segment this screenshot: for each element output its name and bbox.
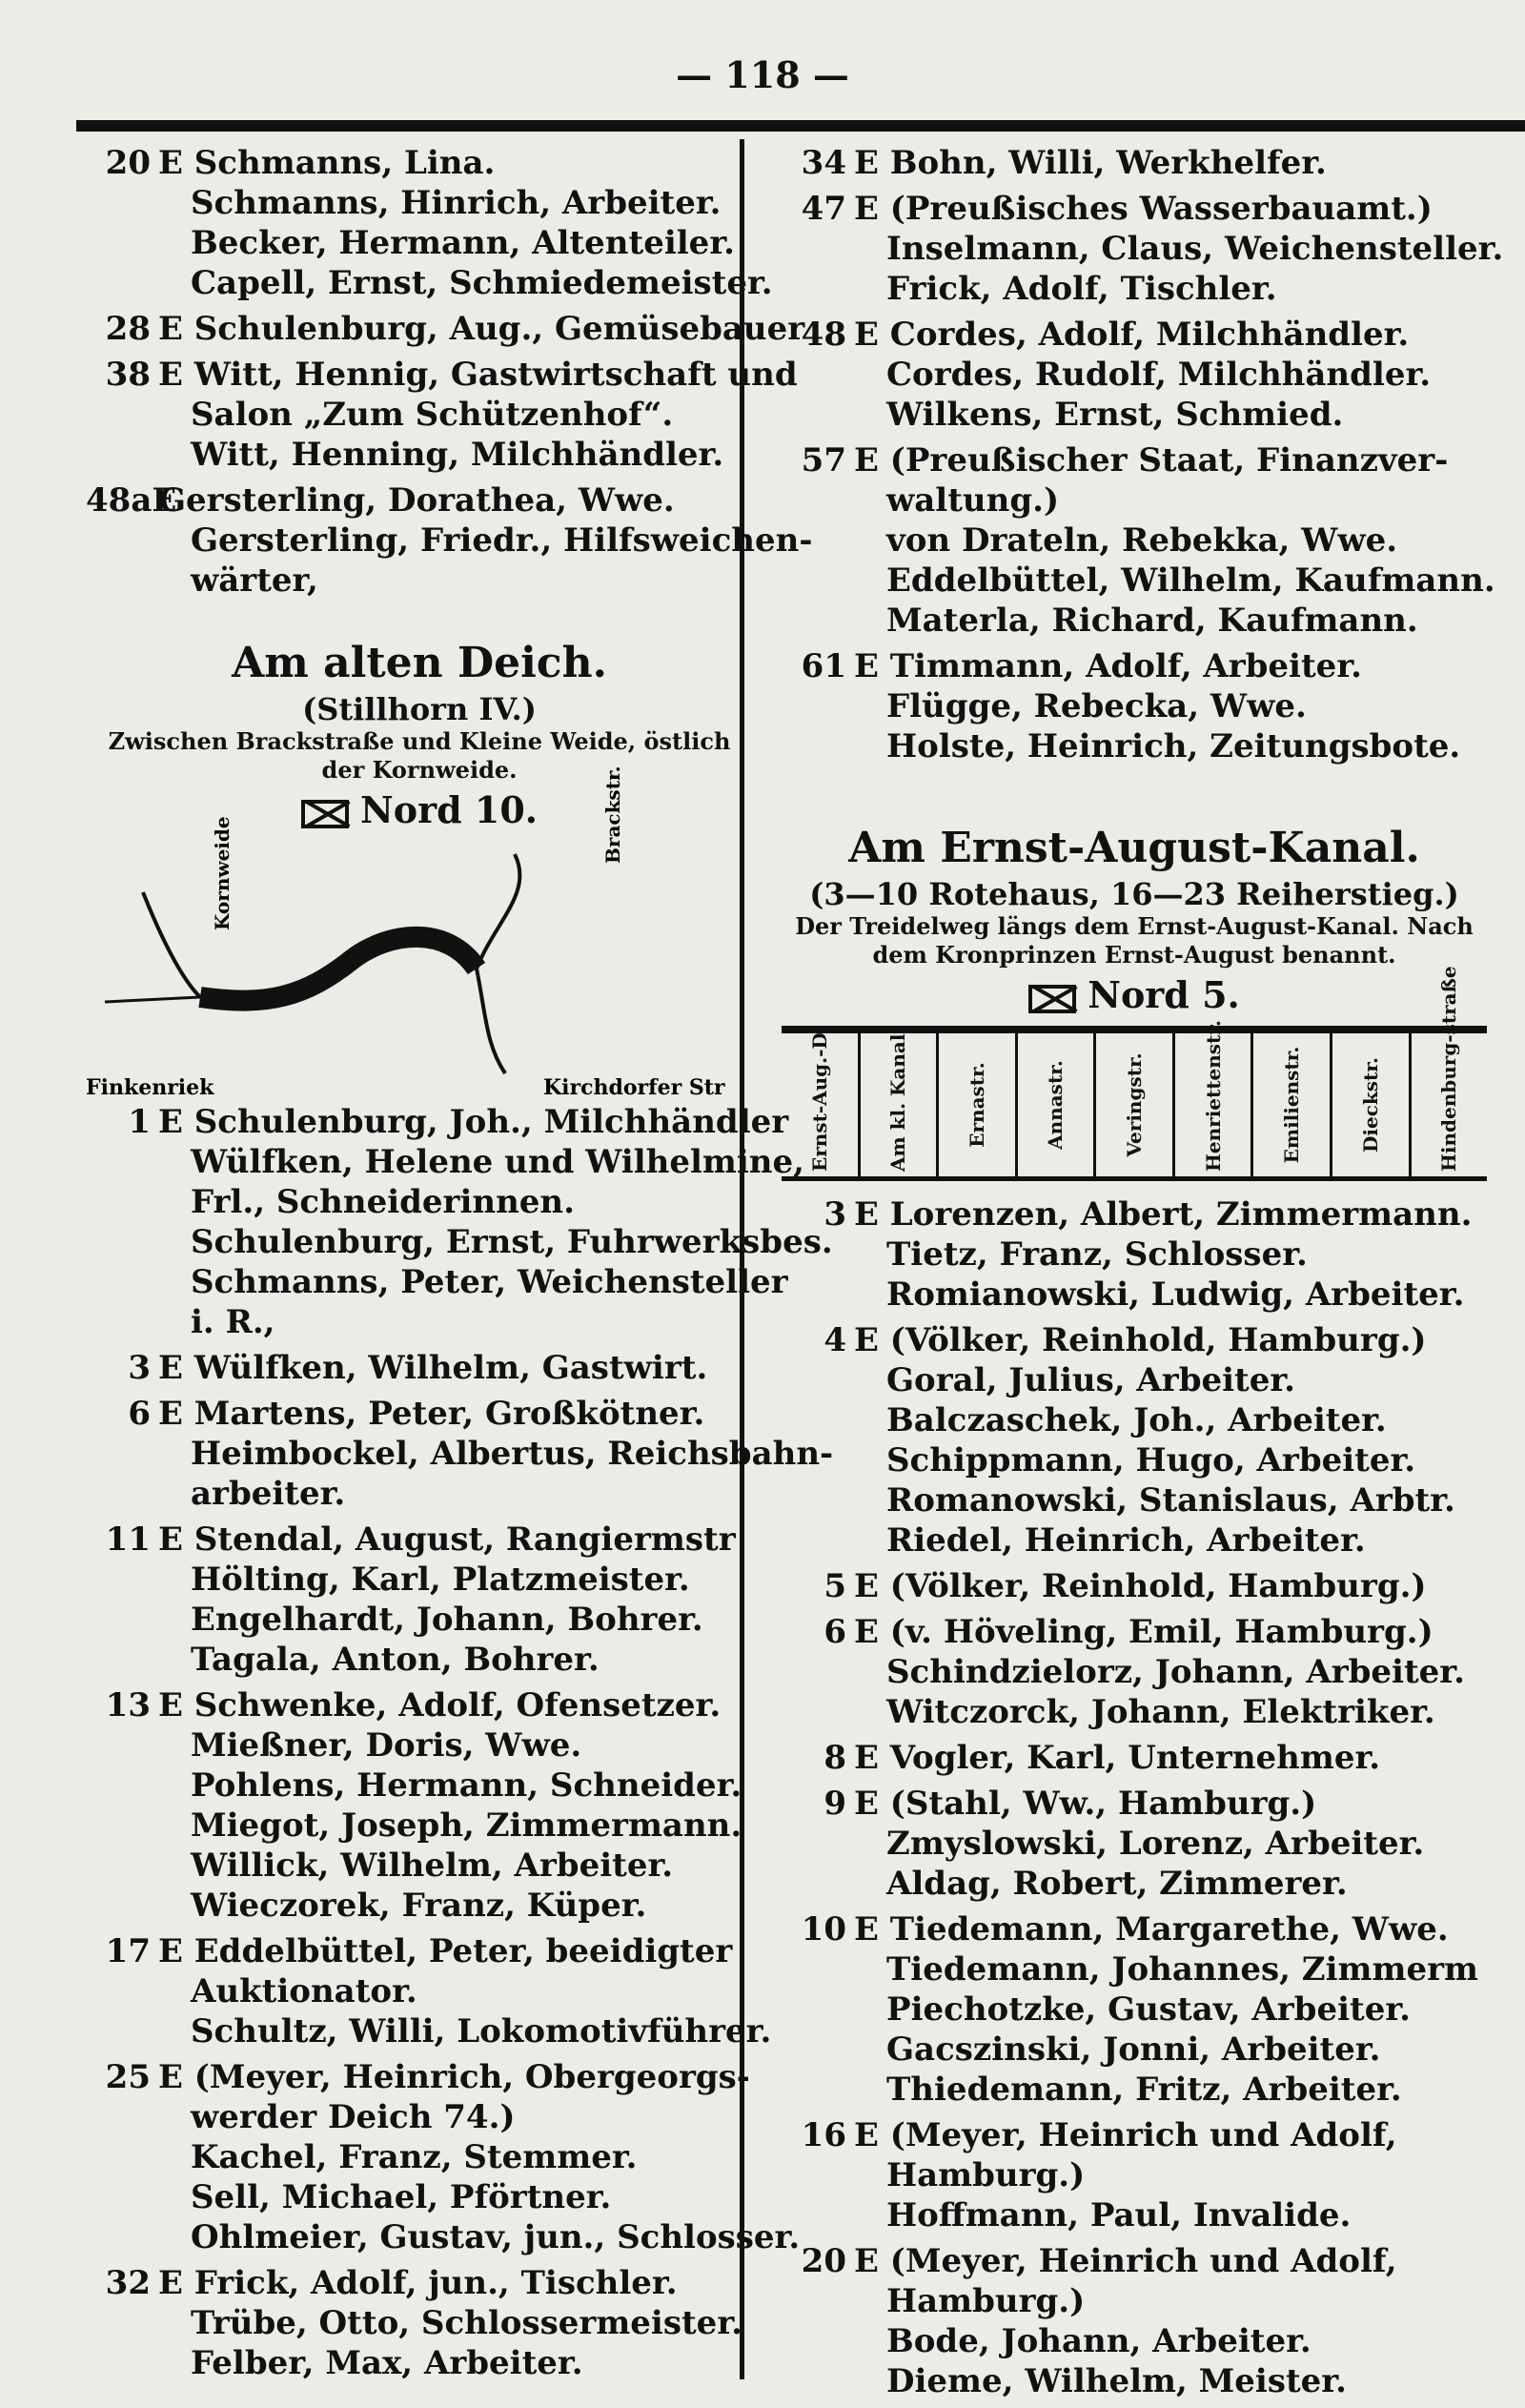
entry-line xyxy=(782,686,1487,726)
entry-text: Inselmann, Claus, Weichensteller. xyxy=(886,230,1504,268)
street-subtitle: (3—10 Rotehaus, 16—23 Reiherstieg.) xyxy=(809,876,1459,912)
entry-first-line xyxy=(86,143,753,183)
house-number: 34 xyxy=(801,144,846,182)
entry-text: E Stendal, August, Rangiermstr xyxy=(158,1520,736,1559)
entry-text: Schippmann, Hugo, Arbeiter. xyxy=(886,1441,1416,1479)
entry-line xyxy=(86,1971,753,2011)
entry-line xyxy=(782,601,1487,641)
entry-text: Holste, Heinrich, Zeitungsbote. xyxy=(886,727,1461,765)
entry-text: Romianowski, Ludwig, Arbeiter. xyxy=(886,1275,1465,1314)
entry-text: Felber, Max, Arbeiter. xyxy=(191,2344,583,2382)
map-road-finkenriek xyxy=(105,997,200,1002)
entry-first-line xyxy=(782,1320,1487,1360)
address-entry xyxy=(782,646,1487,766)
entry-text: E (Völker, Reinhold, Hamburg.) xyxy=(854,1567,1427,1605)
address-entry xyxy=(782,1909,1487,2110)
entry-line xyxy=(86,1142,804,1182)
entry-first-line xyxy=(86,1102,789,1142)
right-column xyxy=(782,143,1504,2407)
entry-first-line xyxy=(782,2115,1487,2155)
entry-text: Kachel, Franz, Stemmer. xyxy=(191,2138,638,2176)
house-number: 48aE xyxy=(86,481,177,520)
envelope-icon xyxy=(301,800,349,828)
cross-street-label: Emilienstr. xyxy=(1280,1046,1304,1164)
entry-line xyxy=(86,1846,753,1886)
entry-line xyxy=(86,1434,834,1474)
entry-text: Piechotzke, Gustav, Arbeiter. xyxy=(886,1990,1411,2029)
house-number: 4 xyxy=(824,1321,846,1359)
entry-text: Capell, Ernst, Schmiedemeister. xyxy=(191,264,773,302)
entry-line xyxy=(86,2137,753,2177)
address-entry xyxy=(782,1784,1487,1904)
house-number: 47 xyxy=(801,190,846,228)
house-number: 20 xyxy=(801,2242,846,2280)
house-number: 61 xyxy=(801,647,846,685)
entry-text: E Tiedemann, Margarethe, Wwe. xyxy=(854,1910,1449,1949)
entry-text: Balczaschek, Joh., Arbeiter. xyxy=(886,1401,1387,1439)
address-entry xyxy=(782,315,1487,435)
entry-line xyxy=(86,1222,833,1262)
entry-text: Flügge, Rebecka, Wwe. xyxy=(886,687,1307,725)
house-number: 48 xyxy=(801,316,846,354)
entry-text: Ohlmeier, Gustav, jun., Schlosser. xyxy=(191,2218,801,2256)
entry-line xyxy=(86,2011,772,2051)
entry-text: Schultz, Willi, Lokomotivführer. xyxy=(191,2012,772,2051)
entry-text: Thiedemann, Fritz, Arbeiter. xyxy=(886,2071,1402,2109)
entry-line xyxy=(782,1275,1487,1315)
entry-text: Frick, Adolf, Tischler. xyxy=(886,270,1277,308)
entry-line xyxy=(782,561,1495,601)
entry-line xyxy=(86,2177,753,2217)
entry-text: arbeiter. xyxy=(191,1475,346,1513)
address-entry xyxy=(86,1394,834,1514)
entry-first-line xyxy=(782,1194,1487,1235)
entry-line xyxy=(782,2281,1487,2321)
entry-first-line xyxy=(86,480,753,520)
house-number: 20 xyxy=(105,144,151,182)
map-label-finkenriek: Finkenriek xyxy=(86,1075,214,1100)
cross-street-label: Henriettenstr. xyxy=(1201,1020,1225,1172)
map-road-kirchdorfer xyxy=(477,969,505,1073)
entry-first-line xyxy=(86,1685,753,1725)
entry-line xyxy=(782,520,1487,561)
entry-line xyxy=(86,2217,801,2257)
entry-first-line xyxy=(782,1738,1487,1778)
entry-line xyxy=(782,480,1487,520)
entry-text: E Schwenke, Adolf, Ofensetzer. xyxy=(158,1686,722,1724)
entry-line xyxy=(86,1600,753,1640)
entry-text: Becker, Hermann, Altenteiler. xyxy=(191,224,735,262)
entry-line xyxy=(782,726,1487,766)
address-entry xyxy=(782,2241,1487,2401)
cross-street-cell xyxy=(782,1026,861,1176)
entry-first-line xyxy=(86,309,805,349)
entry-text: E (v. Höveling, Emil, Hamburg.) xyxy=(854,1613,1434,1651)
cross-street-label: Veringstr. xyxy=(1123,1052,1147,1157)
cross-street-label: Hindenburg-straße xyxy=(1437,966,1461,1172)
address-entry xyxy=(86,355,798,475)
house-number: 3 xyxy=(824,1195,846,1234)
map-road-brackstr xyxy=(477,854,519,969)
entry-text: Goral, Julius, Arbeiter. xyxy=(886,1361,1296,1399)
entry-text: Heimbockel, Albertus, Reichsbahn- xyxy=(191,1435,834,1473)
entry-first-line xyxy=(782,189,1487,229)
entry-line xyxy=(782,2321,1487,2361)
cross-street-cell xyxy=(861,1033,940,1176)
entry-text: Wilkens, Ernst, Schmied. xyxy=(886,396,1344,434)
house-number: 8 xyxy=(824,1739,846,1777)
entry-first-line xyxy=(782,440,1487,480)
entry-text: Schmanns, Hinrich, Arbeiter. xyxy=(191,184,722,222)
entry-text: E Schmanns, Lina. xyxy=(158,144,496,182)
entry-text: E (Meyer, Heinrich und Adolf, xyxy=(854,2116,1397,2154)
cross-street-label: Annastr. xyxy=(1044,1060,1068,1150)
street-title-ernst-august-kanal: Am Ernst-August-Kanal. xyxy=(848,824,1420,872)
header-rule xyxy=(76,120,1525,132)
entry-text: E Lorenzen, Albert, Zimmermann. xyxy=(854,1195,1473,1234)
house-number: 1 xyxy=(128,1103,151,1141)
house-number: 10 xyxy=(801,1910,846,1949)
entry-line xyxy=(86,395,753,435)
cross-street-label: Dieckstr. xyxy=(1358,1057,1382,1153)
entry-line xyxy=(86,1640,753,1680)
entry-line xyxy=(86,520,813,561)
entry-first-line xyxy=(782,1612,1487,1652)
entry-first-line xyxy=(86,1348,753,1388)
entry-text: Trübe, Otto, Schlossermeister. xyxy=(191,2304,742,2342)
entry-text: E (Stahl, Ww., Hamburg.) xyxy=(854,1785,1317,1823)
cross-street-cell xyxy=(1412,966,1488,1176)
entry-text: Wieczorek, Franz, Küper. xyxy=(191,1887,647,1925)
entry-line xyxy=(782,1520,1487,1561)
address-entry xyxy=(86,309,805,349)
entry-text: Schulenburg, Ernst, Fuhrwerksbes. xyxy=(191,1223,833,1261)
address-entry xyxy=(782,2115,1487,2235)
entry-text: E Frick, Adolf, jun., Tischler. xyxy=(158,2264,678,2302)
address-entry xyxy=(782,189,1504,309)
entry-line xyxy=(782,1652,1487,1692)
entry-text: Auktionator. xyxy=(191,1972,417,2010)
house-number: 25 xyxy=(105,2058,151,2096)
address-entry xyxy=(782,1612,1487,1732)
entry-first-line xyxy=(782,1909,1487,1949)
entry-line xyxy=(86,435,753,475)
entry-first-line xyxy=(86,2057,753,2097)
entry-text: E (Meyer, Heinrich, Obergeorgs- xyxy=(158,2058,750,2096)
entry-text: Wülfken, Helene und Wilhelmine, xyxy=(191,1143,804,1181)
cross-street-cell xyxy=(1096,1033,1175,1176)
address-entry xyxy=(86,2057,801,2257)
entry-text: E Vogler, Karl, Unternehmer. xyxy=(854,1739,1381,1777)
entry-line xyxy=(86,1886,753,1926)
entry-line xyxy=(782,1864,1487,1904)
entry-text: Hamburg.) xyxy=(886,2156,1086,2194)
house-number: 5 xyxy=(824,1567,846,1605)
entry-line xyxy=(782,1824,1487,1864)
entry-first-line xyxy=(86,1931,753,1971)
entry-first-line xyxy=(782,1784,1487,1824)
entry-text: Miegot, Joseph, Zimmermann. xyxy=(191,1806,742,1845)
entry-text: Gacszinski, Jonni, Arbeiter. xyxy=(886,2030,1381,2069)
address-entry xyxy=(86,2263,753,2383)
entry-text: Witczorck, Johann, Elektriker. xyxy=(886,1693,1435,1731)
address-entry xyxy=(782,1194,1487,1315)
entry-text: i. R., xyxy=(191,1303,275,1341)
entry-text: E Witt, Hennig, Gastwirtschaft und xyxy=(158,356,798,394)
address-entry xyxy=(86,480,813,601)
entry-text: Riedel, Heinrich, Arbeiter. xyxy=(886,1521,1366,1560)
address-entry xyxy=(86,1102,833,1342)
entry-line xyxy=(86,1182,753,1222)
map-road-am-alten-deich xyxy=(200,937,477,1001)
entry-text: Hölting, Karl, Platzmeister. xyxy=(191,1561,690,1599)
entry-text: Engelhardt, Johann, Bohrer. xyxy=(191,1601,703,1639)
entry-text: Tietz, Franz, Schlosser. xyxy=(886,1235,1308,1274)
cross-street-cell xyxy=(1332,1033,1412,1176)
entry-text: E (Völker, Reinhold, Hamburg.) xyxy=(854,1321,1427,1359)
entry-line xyxy=(782,2361,1487,2401)
cross-street-cell xyxy=(939,1033,1018,1176)
postal-district xyxy=(782,973,1487,1016)
house-number: 32 xyxy=(105,2264,151,2302)
entry-first-line xyxy=(86,2263,753,2303)
right-entries-bottom xyxy=(782,1194,1487,2401)
address-entry xyxy=(86,1931,772,2051)
entry-text: Dieme, Wilhelm, Meister. xyxy=(886,2362,1347,2400)
address-entry xyxy=(782,143,1487,183)
entry-text: E Timmann, Adolf, Arbeiter. xyxy=(854,647,1362,685)
entry-line xyxy=(782,1692,1487,1732)
address-entry xyxy=(86,1685,753,1926)
entry-line xyxy=(86,1806,753,1846)
entry-line xyxy=(86,223,753,263)
cross-street-cell xyxy=(1018,1033,1097,1176)
entry-text: E Schulenburg, Joh., Milchhändler xyxy=(158,1103,789,1141)
street-description: Zwischen Brackstraße und Kleine Weide, östlich der Kornweide. xyxy=(108,727,731,784)
entry-text: E Bohn, Willi, Werkhelfer. xyxy=(854,144,1327,182)
entry-first-line xyxy=(782,315,1487,355)
entry-line xyxy=(782,355,1487,395)
entry-line xyxy=(86,1474,753,1514)
house-number: 6 xyxy=(128,1395,151,1433)
house-number: 38 xyxy=(105,356,151,394)
map-label-kornweide: Kornweide xyxy=(211,816,234,930)
entry-text: E (Preußischer Staat, Finanzver- xyxy=(854,441,1449,480)
street-subtitle: (Stillhorn IV.) xyxy=(302,691,537,727)
entry-text: Aldag, Robert, Zimmerer. xyxy=(886,1865,1348,1903)
entry-line xyxy=(782,2030,1487,2070)
entry-text: E Schulenburg, Aug., Gemüsebauer xyxy=(158,310,805,348)
entry-text: Tiedemann, Johannes, Zimmerm xyxy=(886,1950,1478,1989)
house-number: 13 xyxy=(105,1686,151,1724)
entry-line xyxy=(782,2155,1487,2195)
house-number: 28 xyxy=(105,310,151,348)
address-entry xyxy=(782,1738,1487,1778)
entry-text: Willick, Wilhelm, Arbeiter. xyxy=(191,1847,674,1885)
entry-text: Sell, Michael, Pförtner. xyxy=(191,2178,612,2216)
entry-first-line xyxy=(86,355,798,395)
entry-text: Witt, Henning, Milchhändler. xyxy=(191,436,724,474)
page-number: — 118 — xyxy=(676,53,849,96)
entry-text: Hamburg.) xyxy=(886,2282,1086,2320)
right-entries-top xyxy=(782,143,1504,766)
house-number: 6 xyxy=(824,1613,846,1651)
entry-text: von Drateln, Rebekka, Wwe. xyxy=(886,521,1398,560)
cross-street-label: Ernst-Aug.-D. xyxy=(807,1026,831,1172)
entry-line xyxy=(782,2195,1487,2235)
entry-text: wärter, xyxy=(191,561,318,600)
entry-line xyxy=(86,1302,753,1342)
entry-line xyxy=(86,263,773,303)
cross-street-label: Ernastr. xyxy=(965,1062,988,1148)
street-title-am-alten-deich: Am alten Deich. xyxy=(232,639,607,687)
address-entry xyxy=(782,1566,1487,1606)
entry-text: E (Meyer, Heinrich und Adolf, xyxy=(854,2242,1397,2280)
entry-line xyxy=(86,1765,753,1806)
entry-line xyxy=(782,1440,1487,1480)
entry-line xyxy=(782,1360,1487,1400)
entry-line xyxy=(782,1990,1487,2030)
cross-street-label: Am kl. Kanal xyxy=(886,1033,910,1172)
entry-text: Gersterling, Friedr., Hilfsweichen- xyxy=(191,521,813,560)
entry-text: E Wülfken, Wilhelm, Gastwirt. xyxy=(158,1349,708,1387)
entry-first-line xyxy=(86,1520,753,1560)
entry-text: Mießner, Doris, Wwe. xyxy=(191,1726,582,1765)
entry-line xyxy=(782,1480,1487,1520)
entry-text: Tagala, Anton, Bohrer. xyxy=(191,1641,600,1679)
entry-first-line xyxy=(86,1394,753,1434)
entry-first-line xyxy=(782,143,1487,183)
entry-text: E Eddelbüttel, Peter, beeidigter xyxy=(158,1932,733,1970)
address-entry xyxy=(782,1320,1487,1561)
entry-line xyxy=(86,2343,753,2383)
entry-line xyxy=(782,395,1487,435)
entry-text: Eddelbüttel, Wilhelm, Kaufmann. xyxy=(886,561,1495,600)
house-number: 11 xyxy=(105,1520,151,1559)
entry-text: E Cordes, Adolf, Milchhändler. xyxy=(854,316,1410,354)
entry-text: Frl., Schneiderinnen. xyxy=(191,1183,575,1221)
address-entry xyxy=(86,143,773,303)
entry-text: Hoffmann, Paul, Invalide. xyxy=(886,2196,1352,2235)
entry-text: Zmyslowski, Lorenz, Arbeiter. xyxy=(886,1825,1425,1863)
house-number: 17 xyxy=(105,1932,151,1970)
postal-label: Nord 5. xyxy=(1088,973,1240,1016)
street-description-1: Der Treidelweg längs dem Ernst-August-Kanal. Nach xyxy=(795,912,1474,940)
entry-line xyxy=(782,1400,1487,1440)
entry-text: Pohlens, Hermann, Schneider. xyxy=(191,1766,742,1805)
postal-district xyxy=(86,788,753,831)
entry-text: Salon „Zum Schützenhof“. xyxy=(191,396,674,434)
house-number: 3 xyxy=(128,1349,151,1387)
entry-first-line xyxy=(782,646,1487,686)
entry-text: werder Deich 74.) xyxy=(191,2098,516,2136)
entry-line xyxy=(86,1725,753,1765)
entry-line xyxy=(86,2097,753,2137)
entry-first-line xyxy=(782,2241,1487,2281)
address-entry xyxy=(86,1348,753,1388)
entry-line xyxy=(86,183,753,223)
house-number: 57 xyxy=(801,441,846,480)
street-description-2: dem Kronprinzen Ernst-August benannt. xyxy=(872,941,1396,969)
entry-line xyxy=(782,229,1504,269)
entry-text: E Martens, Peter, Großkötner. xyxy=(158,1395,705,1433)
entry-line xyxy=(782,1949,1487,1990)
envelope-icon xyxy=(1028,985,1076,1013)
entry-text: Gersterling, Dorathea, Wwe. xyxy=(158,481,675,520)
entry-line xyxy=(86,2303,753,2343)
entry-text: Schindzielorz, Johann, Arbeiter. xyxy=(886,1653,1465,1691)
entry-text: Cordes, Rudolf, Milchhändler. xyxy=(886,356,1432,394)
map-label-brackstr: Brackstr. xyxy=(601,765,624,864)
entry-text: E (Preußisches Wasserbauamt.) xyxy=(854,190,1433,228)
map-road-kornweide xyxy=(143,892,200,997)
house-number: 16 xyxy=(801,2116,846,2154)
entry-text: Materla, Richard, Kaufmann. xyxy=(886,602,1418,640)
map-label-kirchdorfer: Kirchdorfer Str xyxy=(543,1075,725,1100)
address-entry xyxy=(782,440,1495,641)
cross-street-cell xyxy=(1175,1020,1254,1176)
entry-line xyxy=(782,1235,1487,1275)
entry-first-line xyxy=(782,1566,1487,1606)
address-entry xyxy=(86,1520,753,1680)
entry-text: Romanowski, Stanislaus, Arbtr. xyxy=(886,1481,1455,1520)
entry-text: Bode, Johann, Arbeiter. xyxy=(886,2322,1312,2360)
entry-text: waltung.) xyxy=(886,481,1060,520)
entry-line xyxy=(86,1560,753,1600)
entry-line xyxy=(86,561,753,601)
postal-label: Nord 10. xyxy=(359,788,538,831)
left-entries-top xyxy=(86,143,813,601)
house-number: 9 xyxy=(824,1785,846,1823)
entry-text: Schmanns, Peter, Weichensteller xyxy=(191,1263,788,1301)
entry-line xyxy=(86,1262,788,1302)
cross-street-cell xyxy=(1253,1033,1332,1176)
entry-line xyxy=(782,269,1487,309)
entry-line xyxy=(782,2070,1487,2110)
